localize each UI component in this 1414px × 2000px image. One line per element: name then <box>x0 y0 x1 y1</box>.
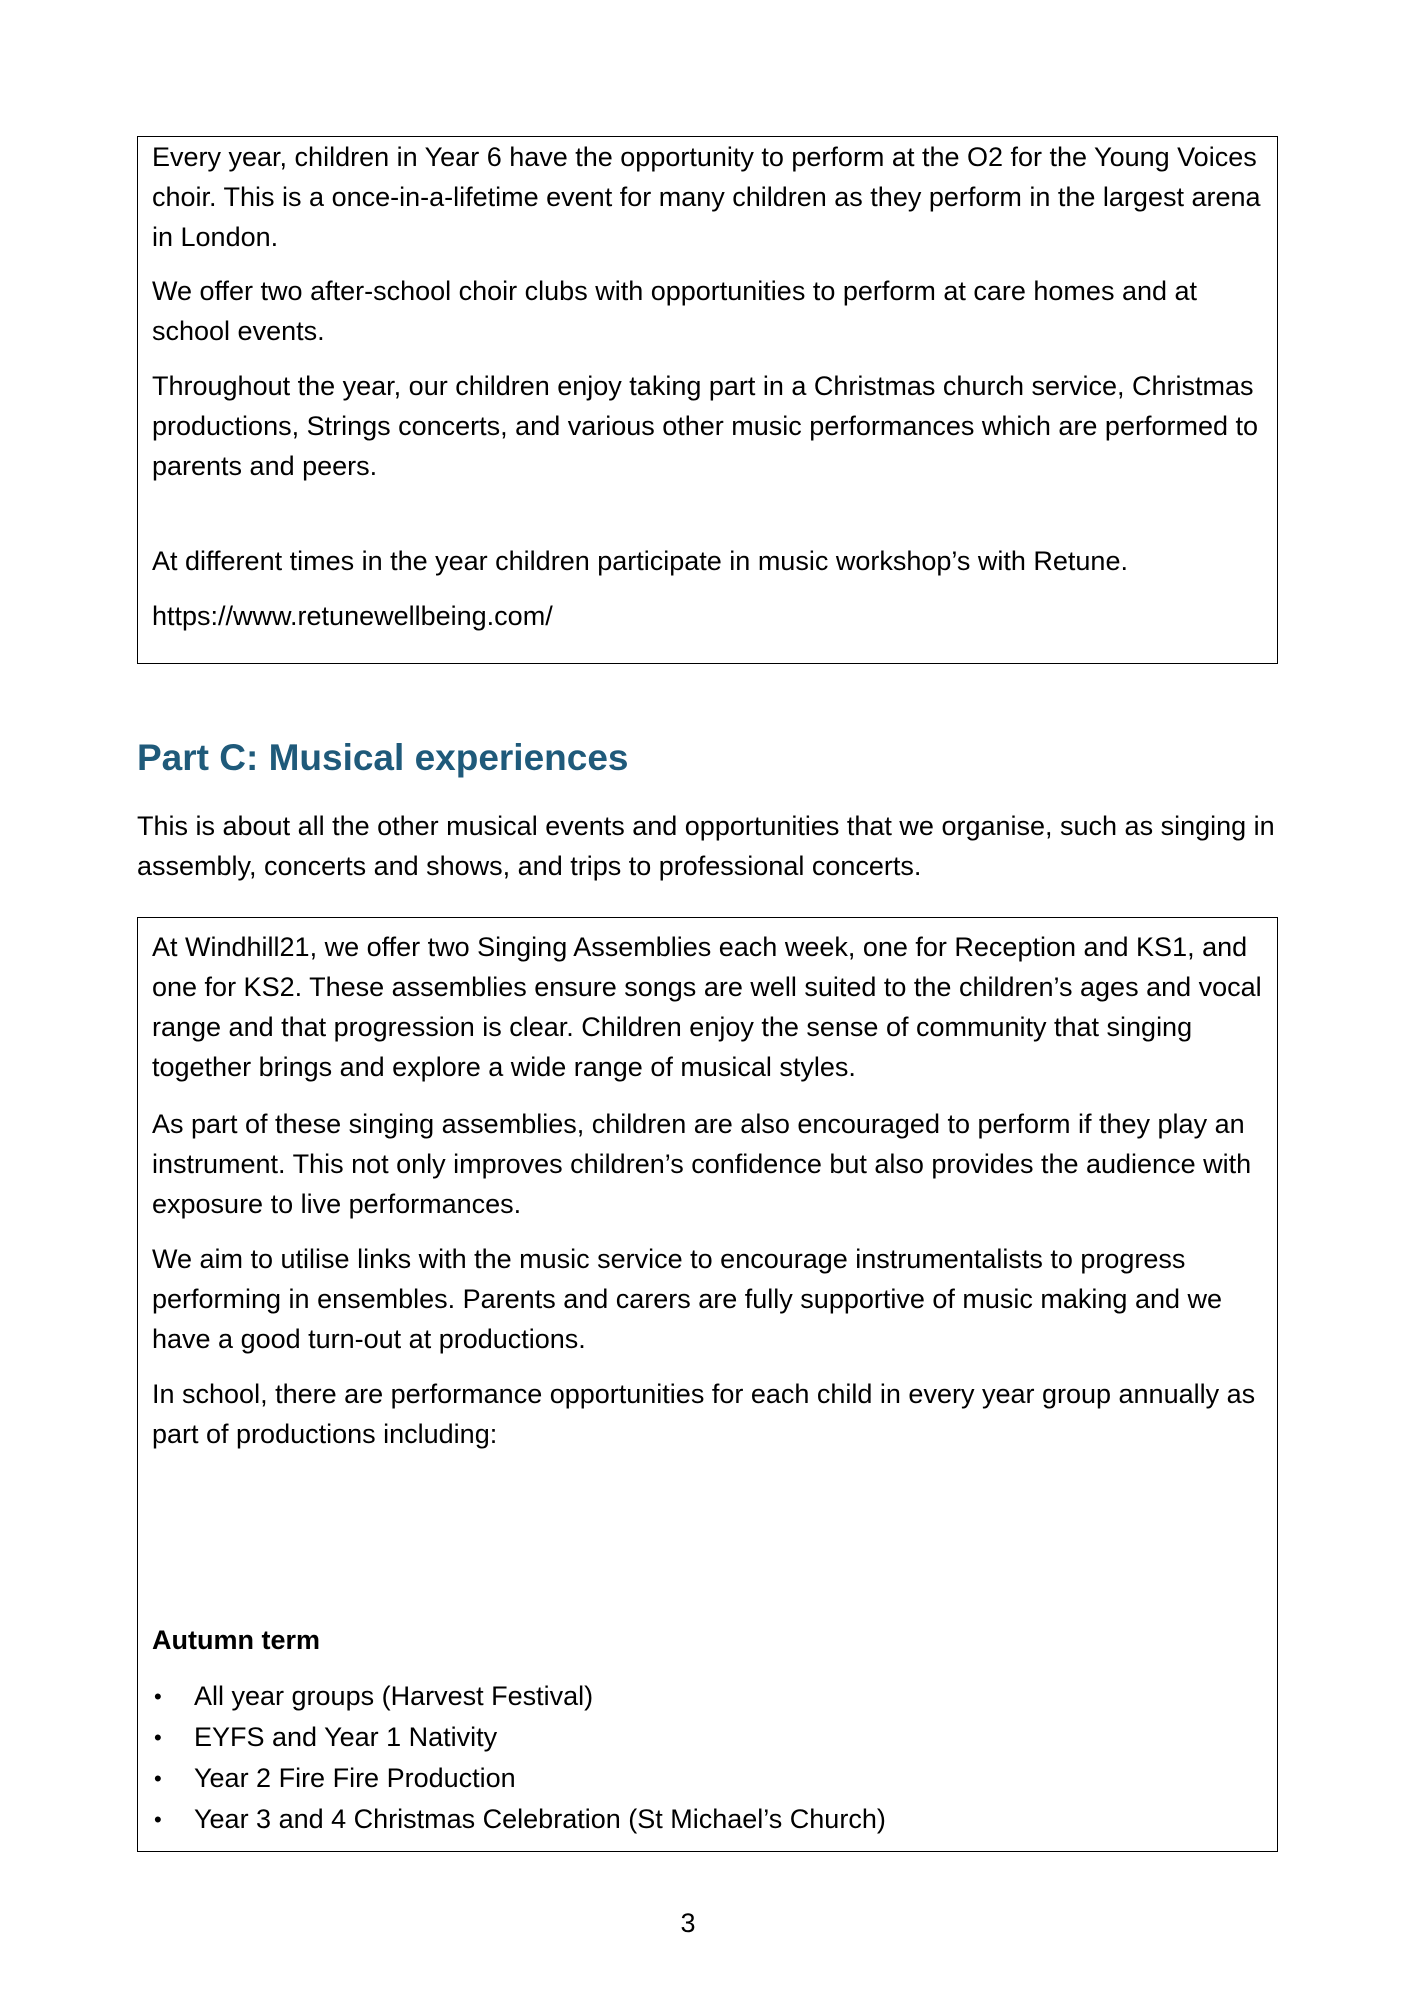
text-box-musical-experiences <box>137 917 1278 1852</box>
list-item-text: Year 3 and 4 Christmas Celebration (St Michael’s Church) <box>194 1804 886 1834</box>
autumn-term-list <box>152 1676 1263 1840</box>
section-intro: This is about all the other musical events and opportunities that we organise, such as singing in assembly, concerts and shows, and trips to professional concerts. <box>137 811 1275 881</box>
paragraph-young-voices: Every year, children in Year 6 have the opportunity to perform at the O2 for the Young Voices choir. This is a once-in-a-lifetime event for many children as they perform in the largest arena in London. <box>152 142 1261 252</box>
paragraph-christmas-events: Throughout the year, our children enjoy taking part in a Christmas church service, Christmas productions, Strings concerts, and various other music performances which are performed to parents and peers. <box>152 371 1259 481</box>
bullet-icon: • <box>154 1807 162 1832</box>
paragraph-retune-workshops: At different times in the year children participate in music workshop’s with Retune. <box>152 546 1128 576</box>
list-item <box>152 1758 1263 1799</box>
page-number: 3 <box>680 1908 696 1938</box>
text-box-performances <box>137 136 1278 664</box>
paragraph-singing-assemblies: At Windhill21, we offer two Singing Assemblies each week, one for Reception and KS1, and one for KS2. These assemblies ensure songs are well suited to the children’s ages and vocal range and that progression is clear. Children enjoy the sense of community that singing together brings and explore a wide range of musical styles. <box>152 932 1262 1082</box>
list-item <box>152 1799 1263 1840</box>
term-heading: Autumn term <box>152 1625 320 1655</box>
list-item <box>152 1717 1263 1758</box>
paragraph-instrument-performance: As part of these singing assemblies, children are also encouraged to perform if they play an instrument. This not only improves children’s confidence but also provides the audience with exposure to live performances. <box>152 1109 1252 1219</box>
bullet-icon: • <box>154 1725 162 1750</box>
list-item-text: All year groups (Harvest Festival) <box>194 1681 594 1711</box>
list-item-text: Year 2 Fire Fire Production <box>194 1763 516 1793</box>
bullet-icon: • <box>154 1766 162 1791</box>
bullet-icon: • <box>154 1684 162 1709</box>
section-heading: Part C: Musical experiences <box>137 737 629 778</box>
paragraph-music-service: We aim to utilise links with the music service to encourage instrumentalists to progress performing in ensembles. Parents and carers are fully supportive of music making and we have a good turn-out at productions. <box>152 1244 1223 1354</box>
paragraph-performance-opportunities: In school, there are performance opportunities for each child in every year group annually as part of productions including: <box>152 1379 1256 1449</box>
list-item-text: EYFS and Year 1 Nativity <box>194 1722 498 1752</box>
list-item <box>152 1676 1263 1717</box>
retune-url-link[interactable]: https://www.retunewellbeing.com/ <box>152 601 553 631</box>
paragraph-choir-clubs: We offer two after-school choir clubs with opportunities to perform at care homes and at school events. <box>152 276 1198 346</box>
